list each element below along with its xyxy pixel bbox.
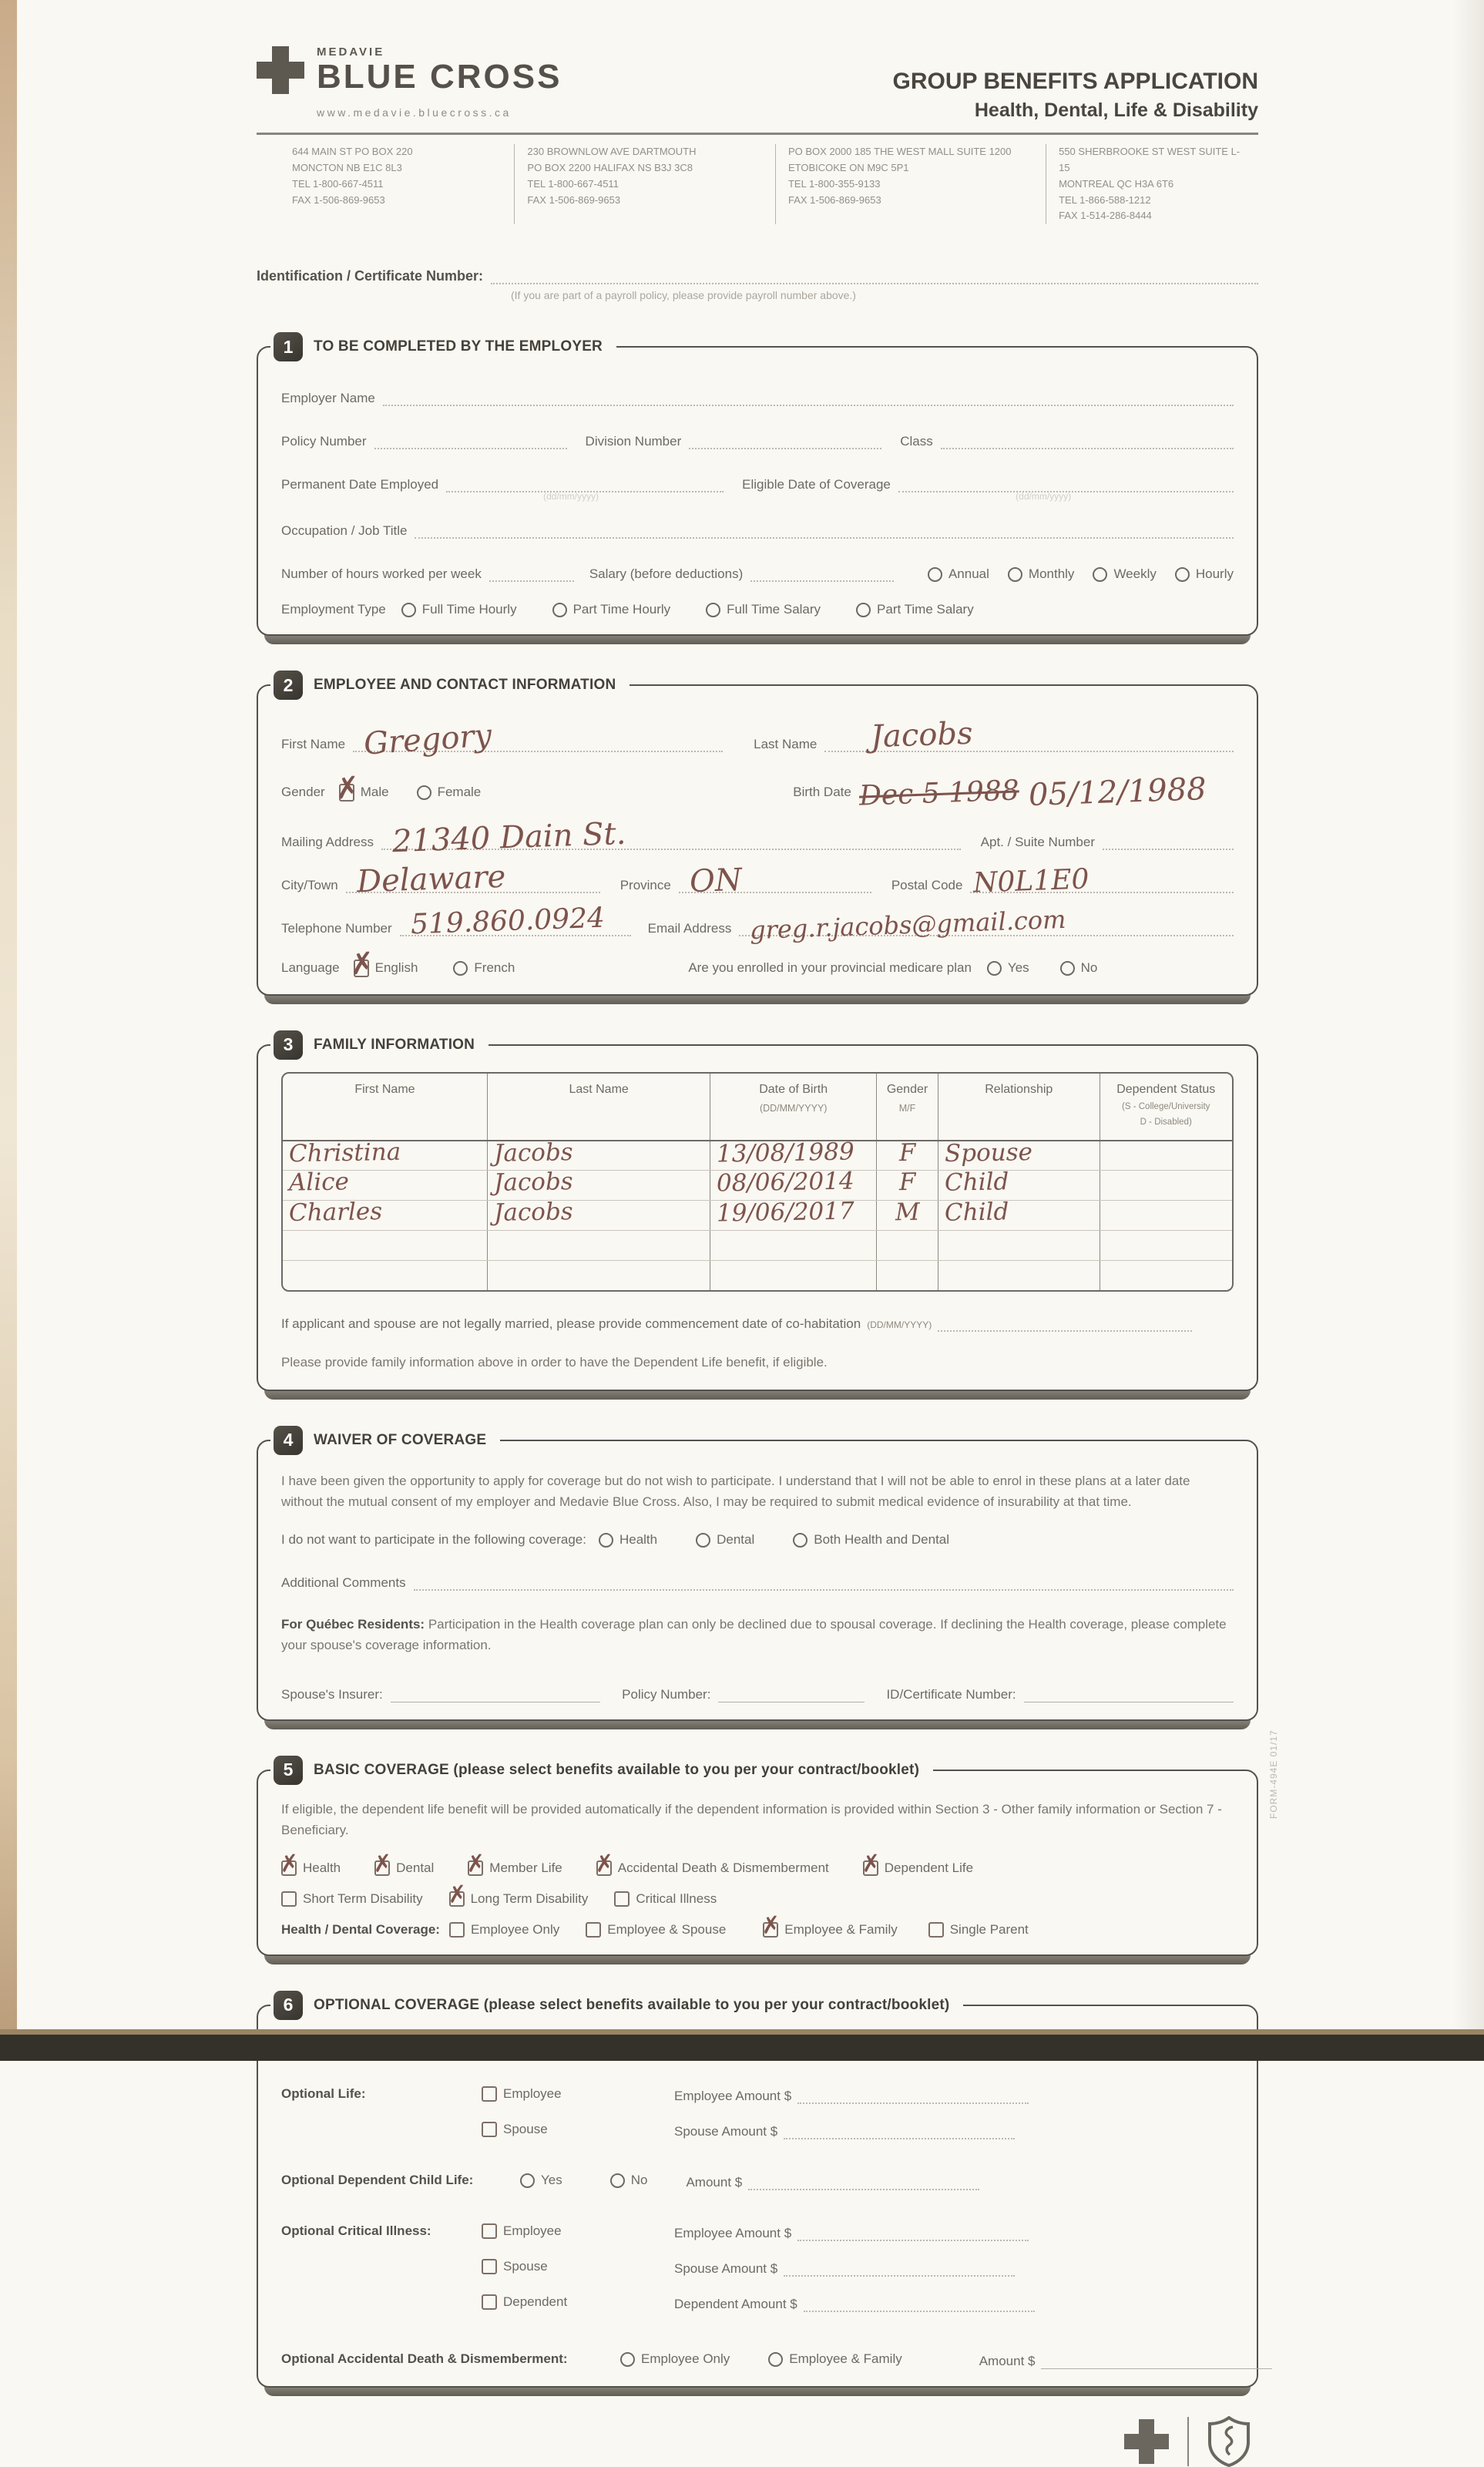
ci-employee-label: Employee <box>503 2223 562 2239</box>
parttime-hourly-label: Part Time Hourly <box>572 602 671 617</box>
child-life-no-radio[interactable] <box>610 2173 625 2188</box>
hours-label: Number of hours worked per week <box>281 566 482 582</box>
brand-top-text: MEDAVIE <box>317 45 385 59</box>
eligible-date-field[interactable] <box>898 472 1234 502</box>
last-name-value: Jacobs <box>870 715 974 755</box>
section3-number-badge: 3 <box>274 1030 303 1060</box>
section-optional-coverage <box>257 1995 1258 2388</box>
medicare-no-radio[interactable] <box>1060 961 1075 976</box>
id-certificate-label: ID/Certificate Number: <box>886 1686 1016 1702</box>
spouse-insurer-label: Spouse's Insurer: <box>281 1686 383 1702</box>
parttime-hourly-radio[interactable] <box>552 603 567 617</box>
child-life-yes-label: Yes <box>541 2173 562 2188</box>
dep2-relationship: Child <box>944 1167 1009 1197</box>
language-english-checkbox[interactable] <box>347 945 376 982</box>
optional-add-label: Optional Accidental Death & Dismemberment: <box>281 2351 568 2367</box>
ci-spouse-label: Spouse <box>503 2259 548 2274</box>
optional-child-life-label: Optional Dependent Child Life: <box>281 2173 474 2188</box>
salary-hourly-label: Hourly <box>1195 566 1234 582</box>
dep1-last: Jacobs <box>493 1138 573 1168</box>
postal-code-field[interactable] <box>970 863 1234 899</box>
office-line: FAX 1-506-869-9653 <box>292 193 385 206</box>
ci-dependent-checkbox[interactable] <box>482 2294 497 2310</box>
section1-number-badge: 1 <box>274 332 303 361</box>
optional-life-employee-checkbox[interactable] <box>482 2086 497 2102</box>
mailing-address-field[interactable] <box>381 815 961 859</box>
blue-cross-logo-icon <box>257 46 304 94</box>
short-term-disability-checkbox[interactable] <box>281 1891 297 1907</box>
postal-code-label: Postal Code <box>891 877 963 892</box>
last-name-field[interactable] <box>824 715 1234 755</box>
family-row-2[interactable] <box>283 1167 1232 1200</box>
employee-spouse-label: Employee & Spouse <box>607 1921 727 1937</box>
birth-date-label: Birth Date <box>793 785 851 800</box>
language-english-x-mark: ✗ <box>347 945 376 982</box>
section-waiver <box>257 1430 1258 1721</box>
spouse-insurer-field[interactable] <box>391 1682 600 1702</box>
optional-life-spouse-checkbox[interactable] <box>482 2122 497 2137</box>
medicare-question: Are you enrolled in your provincial medicare plan <box>688 960 972 976</box>
optional-life-employee-amount-label: Employee Amount $ <box>674 2089 792 2104</box>
member-life-label: Member Life <box>489 1860 562 1875</box>
office-line: MONCTON NB E1C 8L3 <box>292 162 402 174</box>
child-life-no-label: No <box>630 2173 648 2188</box>
footer <box>257 2416 1258 2467</box>
child-life-amount-label: Amount $ <box>686 2175 743 2190</box>
gender-female-radio[interactable] <box>417 785 431 800</box>
email-label: Email Address <box>647 920 732 936</box>
add-checkbox[interactable] <box>593 1849 616 1879</box>
section5-title: BASIC COVERAGE (please select benefits available to you per your contract/booklet) <box>314 1761 920 1778</box>
parttime-salary-label: Part Time Salary <box>877 602 974 617</box>
optional-life-label: Optional Life: <box>281 2086 366 2102</box>
class-label: Class <box>900 434 933 449</box>
form-code-vertical: FORM-494E 01/17 <box>1268 1729 1279 1819</box>
office-etobicoke <box>775 144 1046 224</box>
add-employee-only-label: Employee Only <box>641 2351 730 2367</box>
family-row-1[interactable] <box>283 1140 1232 1170</box>
gender-female-label: Female <box>437 785 482 800</box>
section-basic-coverage <box>257 1760 1258 1956</box>
decline-dental-radio[interactable] <box>696 1533 710 1548</box>
employee-only-label: Employee Only <box>470 1921 560 1937</box>
fulltime-salary-radio[interactable] <box>706 603 720 617</box>
first-name-value: Gregory <box>362 718 493 762</box>
blue-cross-footer-icon <box>1124 2419 1169 2464</box>
dental-x-mark: ✗ <box>371 1849 394 1879</box>
office-line: MONTREAL QC H3A 6T6 <box>1059 177 1174 190</box>
fulltime-hourly-radio[interactable] <box>401 603 416 617</box>
office-line: 644 MAIN ST PO BOX 220 <box>292 146 413 158</box>
salary-weekly-label: Weekly <box>1113 566 1157 582</box>
section1-title: TO BE COMPLETED BY THE EMPLOYER <box>314 338 603 355</box>
dental-checkbox[interactable] <box>371 1849 394 1879</box>
office-moncton <box>292 144 514 224</box>
fulltime-salary-label: Full Time Salary <box>727 602 821 617</box>
language-french-label: French <box>474 960 515 976</box>
office-line: FAX 1-514-286-8444 <box>1059 210 1152 222</box>
last-name-label: Last Name <box>754 737 818 752</box>
birth-date-value: 05/12/1988 <box>1028 771 1207 814</box>
dependent-life-label: Dependent Life <box>884 1860 974 1875</box>
office-line: ETOBICOKE ON M9C 5P1 <box>787 162 909 174</box>
brand-main-text: BLUE CROSS <box>317 58 562 96</box>
birth-date-crossed-out: Dec 5 1988 <box>858 775 1020 812</box>
decline-dental-label: Dental <box>717 1532 755 1548</box>
add-employee-family-label: Employee & Family <box>789 2351 902 2367</box>
section-employer <box>257 336 1258 636</box>
optional-critical-illness-label: Optional Critical Illness: <box>281 2223 431 2239</box>
family-row-3[interactable] <box>283 1197 1232 1230</box>
dep1-relationship: Spouse <box>944 1138 1033 1168</box>
cohabitation-date-format: (DD/MM/YYYY) <box>867 1319 932 1330</box>
parttime-salary-radio[interactable] <box>856 603 871 617</box>
spouse-policy-field[interactable] <box>718 1682 865 1702</box>
family-row-5[interactable] <box>283 1260 1232 1290</box>
policy-number-field[interactable] <box>374 429 567 449</box>
language-english-label: English <box>374 960 418 976</box>
office-line: TEL 1-800-667-4511 <box>292 177 384 190</box>
employee-family-x-mark: ✗ <box>760 1911 783 1941</box>
city-field[interactable] <box>346 859 600 899</box>
identification-label: Identification / Certificate Number: <box>257 268 484 284</box>
division-number-label: Division Number <box>585 434 682 449</box>
section-family <box>257 1034 1258 1391</box>
dental-label: Dental <box>396 1860 435 1875</box>
employee-family-checkbox[interactable] <box>760 1911 783 1941</box>
short-term-disability-label: Short Term Disability <box>303 1891 423 1906</box>
col-date-of-birth: Date of Birth (DD/MM/YYYY) <box>710 1074 876 1140</box>
office-line: TEL 1-800-667-4511 <box>527 177 619 190</box>
paper-right-shade <box>1453 0 1484 2061</box>
section2-title: EMPLOYEE AND CONTACT INFORMATION <box>314 677 616 694</box>
salary-monthly-label: Monthly <box>1028 566 1075 582</box>
col-last-name: Last Name <box>487 1074 710 1140</box>
permanent-date-label: Permanent Date Employed <box>281 477 439 492</box>
child-life-amount-field[interactable] <box>748 2170 979 2190</box>
city-label: City/Town <box>281 877 338 892</box>
city-value: Delaware <box>355 859 506 899</box>
section4-title: WAIVER OF COVERAGE <box>314 1431 487 1448</box>
class-field[interactable] <box>941 429 1234 449</box>
language-label: Language <box>281 960 340 976</box>
section5-number-badge: 5 <box>274 1756 303 1785</box>
dep3-gender: M <box>895 1198 920 1226</box>
ci-employee-checkbox[interactable] <box>482 2223 497 2239</box>
add-employee-only-radio[interactable] <box>620 2352 635 2367</box>
date-format-hint: (dd/mm/yyyy) <box>1016 491 1072 502</box>
member-life-x-mark: ✗ <box>465 1849 488 1879</box>
employee-spouse-checkbox[interactable] <box>586 1922 601 1938</box>
telephone-label: Telephone Number <box>281 920 392 936</box>
office-line: FAX 1-506-869-9653 <box>787 193 881 206</box>
family-note: Please provide family information above in order to have the Dependent Life benefit, if eligible. <box>281 1354 828 1370</box>
office-line: 230 BROWNLOW AVE DARTMOUTH <box>527 146 697 158</box>
office-line: TEL 1-866-588-1212 <box>1059 193 1151 206</box>
optional-life-employee-amount-field[interactable] <box>797 2084 1029 2104</box>
section2-number-badge: 2 <box>274 671 303 700</box>
add-x-mark: ✗ <box>593 1849 616 1879</box>
optional-life-spouse-label: Spouse <box>503 2122 548 2137</box>
form-title-line1: GROUP BENEFITS APPLICATION <box>892 69 1258 94</box>
apt-suite-field[interactable] <box>1103 830 1234 850</box>
footer-divider <box>1187 2417 1189 2466</box>
language-french-radio[interactable] <box>453 961 468 976</box>
family-table <box>281 1072 1234 1292</box>
dep2-first: Alice <box>288 1167 350 1197</box>
mailing-address-label: Mailing Address <box>281 834 374 849</box>
dep2-dob: 08/06/2014 <box>717 1167 855 1198</box>
long-term-disability-label: Long Term Disability <box>470 1891 589 1906</box>
identification-row <box>257 264 1258 284</box>
cohabitation-label: If applicant and spouse are not legally married, please provide commencement date of co-habitation <box>281 1316 861 1331</box>
medicare-yes-label: Yes <box>1007 960 1029 976</box>
critical-illness-label: Critical Illness <box>636 1891 717 1906</box>
employer-name-field[interactable] <box>383 386 1234 406</box>
form-title <box>893 46 1258 123</box>
office-line: PO BOX 2000 185 THE WEST MALL SUITE 1200 <box>787 146 1012 158</box>
dep2-gender: F <box>898 1168 916 1196</box>
province-field[interactable] <box>679 862 871 899</box>
quebec-residents-text: Participation in the Health coverage plan can only be declined due to spousal coverage. If declining the Health coverage, please complete your spouse's coverage information. <box>281 1617 1227 1653</box>
col-gender: Gender M/F <box>876 1074 938 1140</box>
occupation-label: Occupation / Job Title <box>281 523 408 539</box>
first-name-label: First Name <box>281 737 346 752</box>
first-name-field[interactable] <box>353 718 723 762</box>
family-row-4[interactable] <box>283 1230 1232 1260</box>
ci-dependent-amount-field[interactable] <box>804 2292 1035 2312</box>
single-parent-label: Single Parent <box>949 1921 1029 1937</box>
mailing-address-value: 21340 Dain St. <box>391 815 627 859</box>
health-x-mark: ✗ <box>278 1849 300 1879</box>
dep3-last: Jacobs <box>493 1197 573 1227</box>
photo-bottom-edge <box>0 2035 1484 2061</box>
quebec-residents-bold: For Québec Residents: <box>281 1617 425 1632</box>
occupation-field[interactable] <box>415 519 1234 539</box>
salary-hourly-radio[interactable] <box>1175 567 1190 582</box>
add-employee-family-radio[interactable] <box>768 2352 783 2367</box>
brand-block <box>257 46 562 119</box>
child-life-yes-radio[interactable] <box>520 2173 535 2188</box>
section-employee <box>257 674 1258 995</box>
salary-annual-label: Annual <box>948 566 989 582</box>
gender-label: Gender <box>281 785 325 800</box>
optional-life-spouse-amount-label: Spouse Amount $ <box>674 2124 778 2139</box>
identification-note: (If you are part of a payroll policy, please provide payroll number above.) <box>511 289 856 302</box>
office-dartmouth <box>514 144 775 224</box>
email-field[interactable] <box>739 904 1234 945</box>
fulltime-hourly-label: Full Time Hourly <box>421 602 517 617</box>
hours-field[interactable] <box>489 562 574 582</box>
add-label: Accidental Death & Dismemberment <box>617 1860 829 1875</box>
section4-number-badge: 4 <box>274 1426 303 1455</box>
ci-spouse-amount-field[interactable] <box>784 2257 1015 2277</box>
ci-employee-amount-label: Employee Amount $ <box>674 2226 792 2241</box>
employer-name-label: Employer Name <box>281 391 375 406</box>
section1-shadow <box>264 634 1251 644</box>
header <box>257 0 1258 123</box>
policy-number-label: Policy Number <box>281 434 367 449</box>
decline-both-label: Both Health and Dental <box>814 1532 950 1548</box>
employee-family-label: Employee & Family <box>784 1921 898 1937</box>
add-amount-label: Amount $ <box>979 2354 1036 2369</box>
permanent-date-field[interactable] <box>446 472 724 502</box>
optional-life-spouse-amount-field[interactable] <box>784 2119 1015 2139</box>
employee-only-checkbox[interactable] <box>449 1922 465 1938</box>
dep3-first: Charles <box>288 1197 383 1227</box>
salary-field[interactable] <box>750 562 894 582</box>
ci-dependent-label: Dependent <box>503 2294 568 2310</box>
province-value: ON <box>689 862 743 899</box>
health-checkbox[interactable] <box>278 1849 300 1879</box>
salary-annual-radio[interactable] <box>928 567 942 582</box>
telephone-value: 519.860.0924 <box>409 902 606 941</box>
section6-number-badge: 6 <box>274 1991 303 2020</box>
ltd-x-mark: ✗ <box>445 1880 468 1910</box>
date-format-hint: (dd/mm/yyyy) <box>543 491 599 502</box>
long-term-disability-checkbox[interactable] <box>445 1880 468 1910</box>
col-first-name: First Name <box>354 1082 415 1096</box>
section6-title: OPTIONAL COVERAGE (please select benefits available to you per your contract/booklet) <box>314 1996 950 2013</box>
office-addresses <box>257 135 1258 230</box>
form-title-line2: Health, Dental, Life & Disability <box>974 99 1258 121</box>
postal-code-value: N0L1E0 <box>972 863 1090 899</box>
apt-suite-label: Apt. / Suite Number <box>980 834 1095 849</box>
section3-title: FAMILY INFORMATION <box>314 1036 475 1053</box>
dependent-life-checkbox[interactable] <box>859 1849 882 1879</box>
single-parent-checkbox[interactable] <box>928 1922 944 1938</box>
dep1-gender: F <box>898 1138 916 1167</box>
dependent-life-x-mark: ✗ <box>859 1849 882 1879</box>
office-montreal <box>1046 144 1258 224</box>
office-line: FAX 1-506-869-9653 <box>527 193 621 206</box>
ci-dependent-amount-label: Dependent Amount $ <box>674 2297 797 2312</box>
decline-health-radio[interactable] <box>599 1533 613 1548</box>
waiver-paragraph: I have been given the opportunity to apply for coverage but do not wish to participate. I understand that I will not be able to enrol in these plans at a later date without the mutual consent of my employer and Medavie Blue Cross. Also, I may be required to submit medical evidence of insurability at that time. <box>281 1473 1190 1509</box>
basic-coverage-intro: If eligible, the dependent life benefit will be provided automatically if the dependent information is provided within Section 3 - Other family information or Section 7 - Beneficiary. <box>281 1801 1222 1837</box>
cohabitation-date-field[interactable] <box>938 1312 1192 1332</box>
province-label: Province <box>619 877 671 892</box>
additional-comments-label: Additional Comments <box>281 1575 406 1591</box>
salary-monthly-radio[interactable] <box>1008 567 1022 582</box>
telephone-field[interactable] <box>400 902 631 941</box>
critical-illness-checkbox[interactable] <box>614 1891 630 1907</box>
email-value: greg.r.jacobs@gmail.com <box>749 904 1067 945</box>
col-relationship: Relationship <box>938 1074 1099 1140</box>
add-amount-field[interactable] <box>1041 2349 1272 2369</box>
photo-left-edge <box>0 0 17 2061</box>
office-line: PO BOX 2200 HALIFAX NS B3J 3C8 <box>527 162 693 174</box>
decline-health-label: Health <box>619 1532 658 1548</box>
health-dental-coverage-label: Health / Dental Coverage: <box>281 1921 440 1937</box>
office-line: TEL 1-800-355-9133 <box>787 177 881 190</box>
form-page <box>257 0 1258 2467</box>
ci-spouse-amount-label: Spouse Amount $ <box>674 2261 778 2277</box>
decline-both-radio[interactable] <box>793 1533 807 1548</box>
gender-male-checkbox[interactable] <box>333 769 361 806</box>
medicare-no-label: No <box>1080 960 1098 976</box>
section6-shadow <box>264 2386 1251 2396</box>
medicare-yes-radio[interactable] <box>987 961 1002 976</box>
additional-comments-field[interactable] <box>414 1571 1234 1591</box>
optional-life-employee-label: Employee <box>503 2086 562 2102</box>
eligible-date-label: Eligible Date of Coverage <box>742 477 891 492</box>
health-label: Health <box>303 1860 341 1875</box>
dep2-last: Jacobs <box>493 1167 573 1197</box>
spouse-policy-label: Policy Number: <box>622 1686 711 1702</box>
gender-male-label: Male <box>360 785 389 800</box>
id-certificate-field[interactable] <box>1024 1682 1234 1702</box>
blue-shield-footer-icon <box>1207 2416 1251 2467</box>
salary-label: Salary (before deductions) <box>589 566 744 582</box>
dep1-dob: 13/08/1989 <box>717 1138 855 1168</box>
division-number-field[interactable] <box>689 429 881 449</box>
decline-label: I do not want to participate in the following coverage: <box>281 1532 586 1548</box>
employment-type-label: Employment Type <box>281 602 386 617</box>
office-line: 550 SHERBROOKE ST WEST SUITE L-15 <box>1059 146 1241 174</box>
ci-employee-amount-field[interactable] <box>797 2221 1029 2241</box>
quebec-residents-note <box>281 1614 1234 1655</box>
member-life-checkbox[interactable] <box>465 1849 488 1879</box>
family-table-header <box>283 1074 1232 1140</box>
brand-website: www.medavie.bluecross.ca <box>317 106 512 119</box>
ci-spouse-checkbox[interactable] <box>482 2259 497 2274</box>
identification-field[interactable] <box>491 264 1258 284</box>
dep3-dob: 19/06/2017 <box>717 1197 855 1228</box>
salary-weekly-radio[interactable] <box>1093 567 1107 582</box>
dep3-relationship: Child <box>944 1197 1009 1227</box>
dep1-first: Christina <box>288 1138 401 1168</box>
gender-male-x-mark: ✗ <box>333 769 361 806</box>
col-dependent-status: Dependent Status (S - College/University D - Disabled) <box>1100 1074 1232 1140</box>
